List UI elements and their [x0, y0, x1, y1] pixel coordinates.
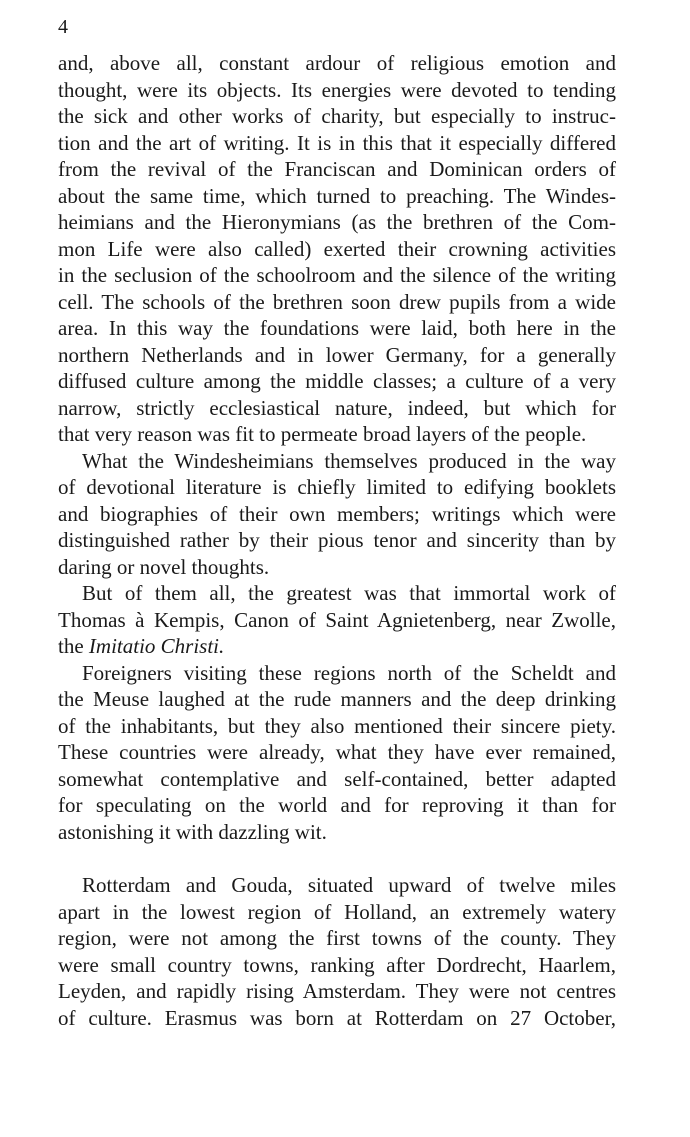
text-line-content: region, were not among the first towns of the county. They [58, 926, 616, 950]
text-line-content: Leyden, and rapidly rising Amsterdam. They were not centres [58, 979, 616, 1003]
text-line [58, 554, 616, 581]
text-line-content: were small country towns, ranking after Dordrecht, Haarlem, [58, 952, 616, 977]
text-line [58, 739, 616, 766]
text-line [58, 872, 616, 899]
text-line-content: But of them all, the greatest was that immortal work of [82, 581, 616, 605]
text-line [58, 952, 616, 979]
text-line-content: and, above all, constant ardour of religious emotion and [58, 51, 616, 75]
text-line-content: mon Life were also called) exerted their crowning activities [58, 236, 616, 261]
text-line [58, 527, 616, 554]
text-line [58, 925, 616, 952]
text-line-content: These countries were already, what they have ever remained, [58, 740, 616, 764]
text-line-content: somewhat contemplative and self-contained, better adapted [58, 766, 616, 791]
text-line [58, 633, 616, 660]
text-line [58, 766, 616, 793]
text-line [58, 607, 616, 634]
text-line [58, 448, 616, 475]
text-line [58, 474, 616, 501]
text-line [58, 368, 616, 395]
text-line [58, 183, 616, 210]
text-line-content: the sick and other works of charity, but especially to instruc- [58, 104, 616, 128]
text-line [58, 130, 616, 157]
body-text-section-1 [58, 50, 616, 845]
text-line-content: area. In this way the foundations were laid, both here in the [58, 316, 616, 340]
text-line [58, 501, 616, 528]
text-line [58, 819, 616, 846]
text-line [58, 103, 616, 130]
text-line [58, 315, 616, 342]
text-line-content: thought, were its objects. Its energies were devoted to tending [58, 77, 616, 102]
text-line [58, 156, 616, 183]
text-line [58, 421, 616, 448]
text-line-content: and biographies of their own members; writings which were [58, 501, 616, 526]
text-line [58, 978, 616, 1005]
text-line-content: astonishing it with dazzling wit. [58, 819, 327, 844]
text-line-content: of devotional literature is chiefly limited to edifying booklets [58, 475, 616, 499]
text-line [58, 1005, 616, 1032]
text-line [58, 289, 616, 316]
text-line-content: heimians and the Hieronymians (as the brethren of the Com- [58, 210, 616, 234]
text-line [58, 899, 616, 926]
text-line-content: Foreigners visiting these regions north of the Scheldt and [82, 660, 616, 685]
text-line [58, 660, 616, 687]
text-line [58, 262, 616, 289]
text-line-content: distinguished rather by their pious tenor and sincerity than by [58, 528, 616, 552]
page-number: 4 [58, 16, 68, 38]
text-line-content: diffused culture among the middle classes; a culture of a very [58, 369, 616, 393]
text-line [58, 50, 616, 77]
text-line [58, 713, 616, 740]
text-line-content: northern Netherlands and in lower Germany, for a generally [58, 342, 616, 367]
text-line [58, 236, 616, 263]
text-line [58, 342, 616, 369]
text-line-content: narrow, strictly ecclesiastical nature, indeed, but which for [58, 395, 616, 420]
text-line-content: apart in the lowest region of Holland, an extremely watery [58, 899, 616, 924]
text-line-content: the [58, 634, 89, 658]
text-line [58, 686, 616, 713]
text-line-content: about the same time, which turned to preaching. The Windes- [58, 183, 616, 208]
italic-title: Imitatio Christi. [88, 634, 225, 658]
text-line [58, 209, 616, 236]
text-line-content: cell. The schools of the brethren soon drew pupils from a wide [58, 289, 616, 314]
body-text-section-2 [58, 872, 616, 1031]
text-line-content: Thomas à Kempis, Canon of Saint Agnietenberg, near Zwolle, [58, 607, 616, 632]
text-line-content: daring or novel thoughts. [58, 554, 270, 579]
text-line-content: of the inhabitants, but they also mentioned their sincere piety. [58, 713, 616, 738]
text-line-content: of culture. Erasmus was born at Rotterdam on 27 October, [58, 1005, 616, 1030]
text-line-content: the Meuse laughed at the rude manners and the deep drinking [58, 687, 616, 711]
text-line-content: tion and the art of writing. It is in this that it especially differed [58, 130, 616, 155]
text-line [58, 580, 616, 607]
text-line-content: for speculating on the world and for reproving it than for [58, 793, 616, 817]
text-line [58, 792, 616, 819]
text-line [58, 395, 616, 422]
text-line-content: What the Windesheimians themselves produced in the way [82, 448, 616, 473]
text-line-content: that very reason was fit to permeate broad layers of the people. [58, 422, 587, 446]
text-line-content: Rotterdam and Gouda, situated upward of twelve miles [82, 873, 616, 897]
text-line-content: in the seclusion of the schoolroom and the silence of the writing [58, 263, 616, 287]
text-line [58, 77, 616, 104]
text-line-content: from the revival of the Franciscan and Dominican orders of [58, 157, 616, 181]
